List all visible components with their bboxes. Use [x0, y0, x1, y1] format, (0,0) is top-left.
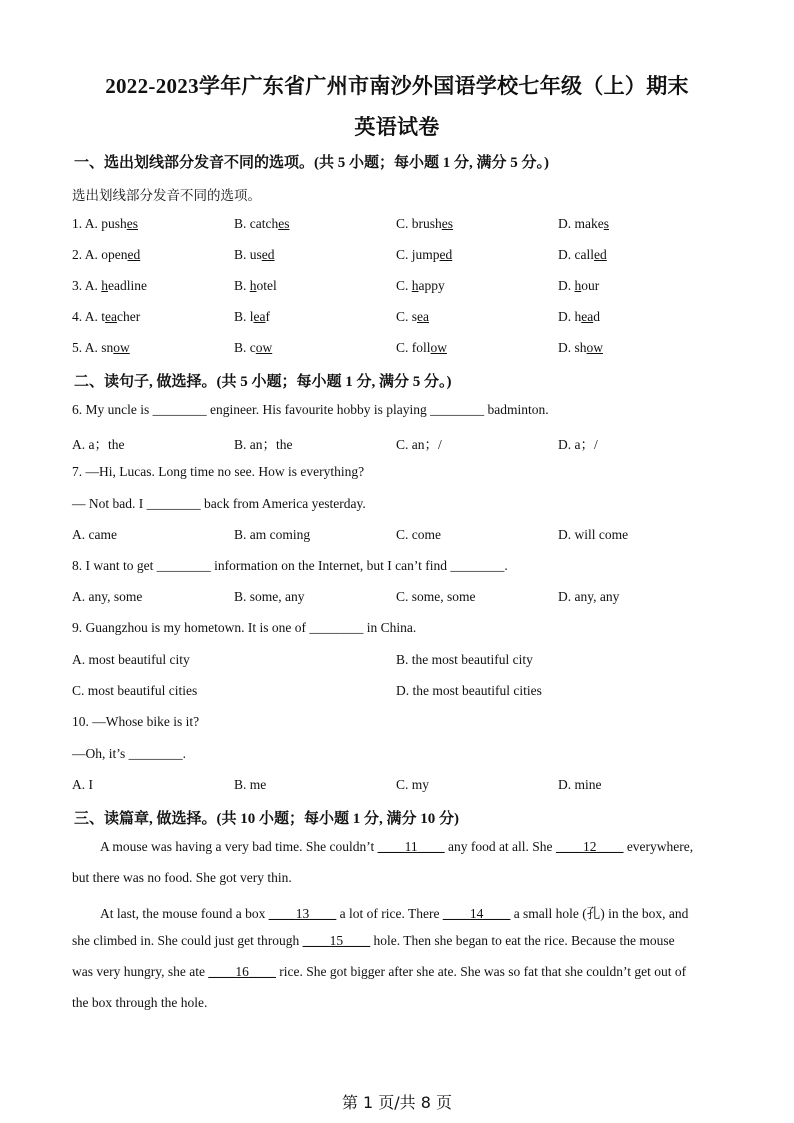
question-10-line2: —Oh, it’s ________.: [72, 746, 187, 761]
passage-line3: [100, 902, 748, 922]
option-b: B. some, any: [234, 589, 305, 604]
passage-text: a small hole (孔) in the box, and: [510, 906, 689, 921]
option-b: B. me: [234, 777, 267, 792]
option-b: B. am coming: [234, 527, 311, 542]
passage-text: At last, the mouse found a box: [100, 906, 269, 921]
question-7-line2: — Not bad. I ________ back from America yesterday.: [72, 496, 366, 511]
passage-text: a lot of rice. There: [336, 906, 443, 921]
passage-line2: but there was no food. She got very thin.: [72, 870, 292, 885]
option-d: D. mine: [558, 777, 602, 792]
option-a: A. any, some: [72, 589, 143, 604]
option-d: D. will come: [558, 527, 629, 542]
blank-13: ____13____: [268, 906, 337, 921]
question-8-options: [72, 589, 772, 609]
option-d: D. the most beautiful cities: [396, 683, 542, 698]
option-d: D. called: [558, 247, 607, 262]
option-b: B. catches: [234, 216, 290, 231]
option-b: B. cow: [234, 340, 273, 355]
option-c: C. sea: [396, 309, 429, 324]
passage-line6: the box through the hole.: [72, 995, 208, 1010]
passage-text: was very hungry, she ate: [72, 964, 209, 979]
passage-text: any food at all. She: [444, 839, 556, 854]
section1-heading: 一、选出划线部分发音不同的选项。(共 5 小题；每小题 1 分, 满分 5 分。): [74, 155, 549, 171]
passage-text: A mouse was having a very bad time. She couldn’t: [100, 839, 378, 854]
passage-text: she climbed in. She could just get through: [72, 933, 303, 948]
option-c: C. my: [396, 777, 430, 792]
passage-line1: [100, 839, 748, 855]
option-c: C. follow: [396, 340, 448, 355]
exam-title-line2: 英语试卷: [354, 115, 440, 139]
option-a: A. a；the: [72, 437, 125, 452]
exam-title-line1: 2022-2023学年广东省广州市南沙外国语学校七年级（上）期末: [105, 74, 689, 98]
passage-line5: [72, 964, 720, 980]
question-6-options: [72, 433, 772, 453]
question-6: 6. My uncle is ________ engineer. His favourite hobby is playing ________ badminton.: [72, 402, 549, 417]
section1-instruction: 选出划线部分发音不同的选项。: [72, 188, 261, 203]
phonics-question-3: [72, 278, 772, 298]
option-a: A. came: [72, 527, 117, 542]
question-10-line1: 10. —Whose bike is it?: [72, 714, 200, 729]
option-a: 4. A. teacher: [72, 309, 141, 324]
option-b: B. an；the: [234, 437, 293, 452]
option-a: 5. A. snow: [72, 340, 130, 355]
blank-15: ____15____: [302, 933, 371, 948]
option-d: D. any, any: [558, 589, 620, 604]
phonics-question-1: [72, 216, 772, 236]
question-10-options: [72, 777, 772, 797]
passage-line4: [72, 933, 720, 949]
section2-heading: 二、读句子, 做选择。(共 5 小题；每小题 1 分, 满分 5 分。): [74, 374, 452, 390]
blank-11: ____11____: [377, 839, 445, 854]
option-c: C. happy: [396, 278, 445, 293]
option-b: B. hotel: [234, 278, 277, 293]
option-c: C. jumped: [396, 247, 453, 262]
question-9-options-row2: [72, 683, 772, 703]
question-7-options: [72, 527, 772, 547]
option-d: D. a；/: [558, 437, 598, 452]
option-a: 3. A. headline: [72, 278, 147, 293]
blank-12: ____12____: [555, 839, 624, 854]
passage-text: hole. Then she began to eat the rice. Because the mouse: [370, 933, 675, 948]
passage-text: rice. She got bigger after she ate. She was so fat that she couldn’t get out of: [275, 964, 687, 979]
option-a: A. I: [72, 777, 93, 792]
option-c: C. most beautiful cities: [72, 683, 198, 698]
phonics-question-5: [72, 340, 772, 360]
question-7-line1: 7. —Hi, Lucas. Long time no see. How is everything?: [72, 464, 365, 479]
section3-heading: 三、读篇章, 做选择。(共 10 小题；每小题 1 分, 满分 10 分): [74, 811, 459, 827]
option-d: D. hour: [558, 278, 600, 293]
option-b: B. used: [234, 247, 275, 262]
option-c: C. brushes: [396, 216, 454, 231]
option-c: C. some, some: [396, 589, 476, 604]
blank-14: ____14____: [442, 906, 511, 921]
passage-text: everywhere,: [623, 839, 694, 854]
question-8: 8. I want to get ________ information on the Internet, but I can’t find ________.: [72, 558, 508, 573]
option-c: C. come: [396, 527, 441, 542]
option-d: D. makes: [558, 216, 609, 231]
option-a: A. most beautiful city: [72, 652, 190, 667]
phonics-question-2: [72, 247, 772, 267]
option-d: D. head: [558, 309, 600, 324]
option-d: D. show: [558, 340, 604, 355]
option-a: 1. A. pushes: [72, 216, 139, 231]
option-b: B. leaf: [234, 309, 270, 324]
option-a: 2. A. opened: [72, 247, 141, 262]
phonics-question-4: [72, 309, 772, 329]
option-b: B. the most beautiful city: [396, 652, 533, 667]
blank-16: ____16____: [208, 964, 276, 979]
question-9: 9. Guangzhou is my hometown. It is one of ________ in China.: [72, 620, 417, 635]
question-9-options-row1: [72, 652, 772, 672]
option-c: C. an；/: [396, 437, 442, 452]
page-footer: 第 1 页/共 8 页: [341, 1093, 453, 1112]
